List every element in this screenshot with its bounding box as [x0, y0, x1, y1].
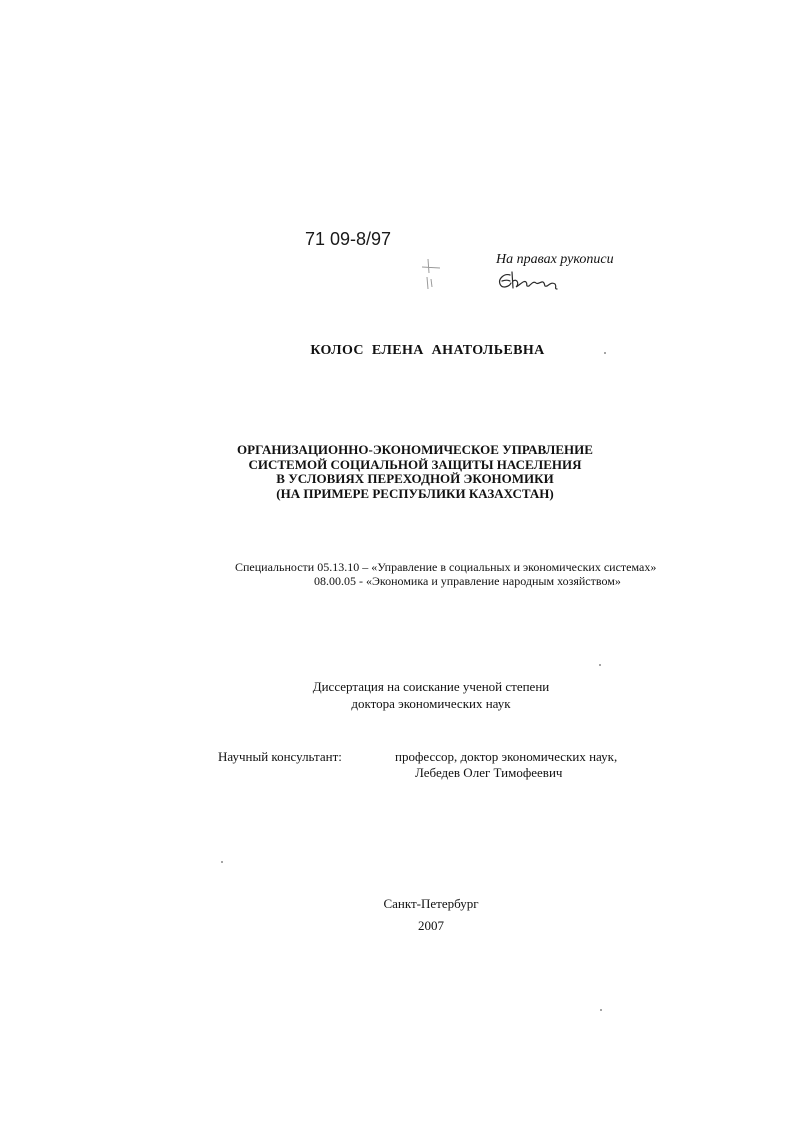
scan-speck	[221, 861, 223, 863]
degree-line: Диссертация на соискание ученой степени	[312, 679, 550, 694]
place-and-year	[0, 893, 795, 937]
catalog-number: 71 09-8/97	[305, 229, 392, 249]
author-name: КОЛОС ЕЛЕНА АНАТОЛЬЕВНА	[310, 343, 545, 358]
year: 2007	[418, 918, 444, 933]
degree-statement	[0, 678, 795, 712]
consultant-name: Лебедев Олег Тимофеевич	[415, 765, 563, 780]
pencil-mark	[418, 257, 444, 291]
consultant-label: Научный консультант:	[218, 749, 342, 764]
title-line: (НА ПРИМЕРЕ РЕСПУБЛИКИ КАЗАХСТАН)	[276, 485, 554, 501]
title-line: ОРГАНИЗАЦИОННО-ЭКОНОМИЧЕСКОЕ УПРАВЛЕНИЕ	[237, 442, 593, 457]
scan-speck	[600, 1009, 602, 1011]
dissertation-title	[0, 443, 795, 501]
rights-note: На правах рукописи	[496, 252, 614, 267]
scan-speck	[599, 664, 601, 666]
consultant-role: профессор, доктор экономических наук,	[395, 749, 618, 764]
author-signature	[496, 270, 562, 292]
degree-line: доктора экономических наук	[351, 696, 511, 711]
title-line: СИСТЕМОЙ СОЦИАЛЬНОЙ ЗАЩИТЫ НАСЕЛЕНИЯ	[248, 456, 582, 472]
title-line: В УСЛОВИЯХ ПЕРЕХОДНОЙ ЭКОНОМИКИ	[276, 471, 554, 486]
city: Санкт-Петербург	[383, 896, 479, 911]
specialty-line-1: Специальности 05.13.10 – «Управление в социальных и экономических системах»	[235, 560, 657, 574]
scan-speck	[604, 352, 606, 354]
specialty-line-2: 08.00.05 - «Экономика и управление народным хозяйством»	[314, 574, 621, 588]
